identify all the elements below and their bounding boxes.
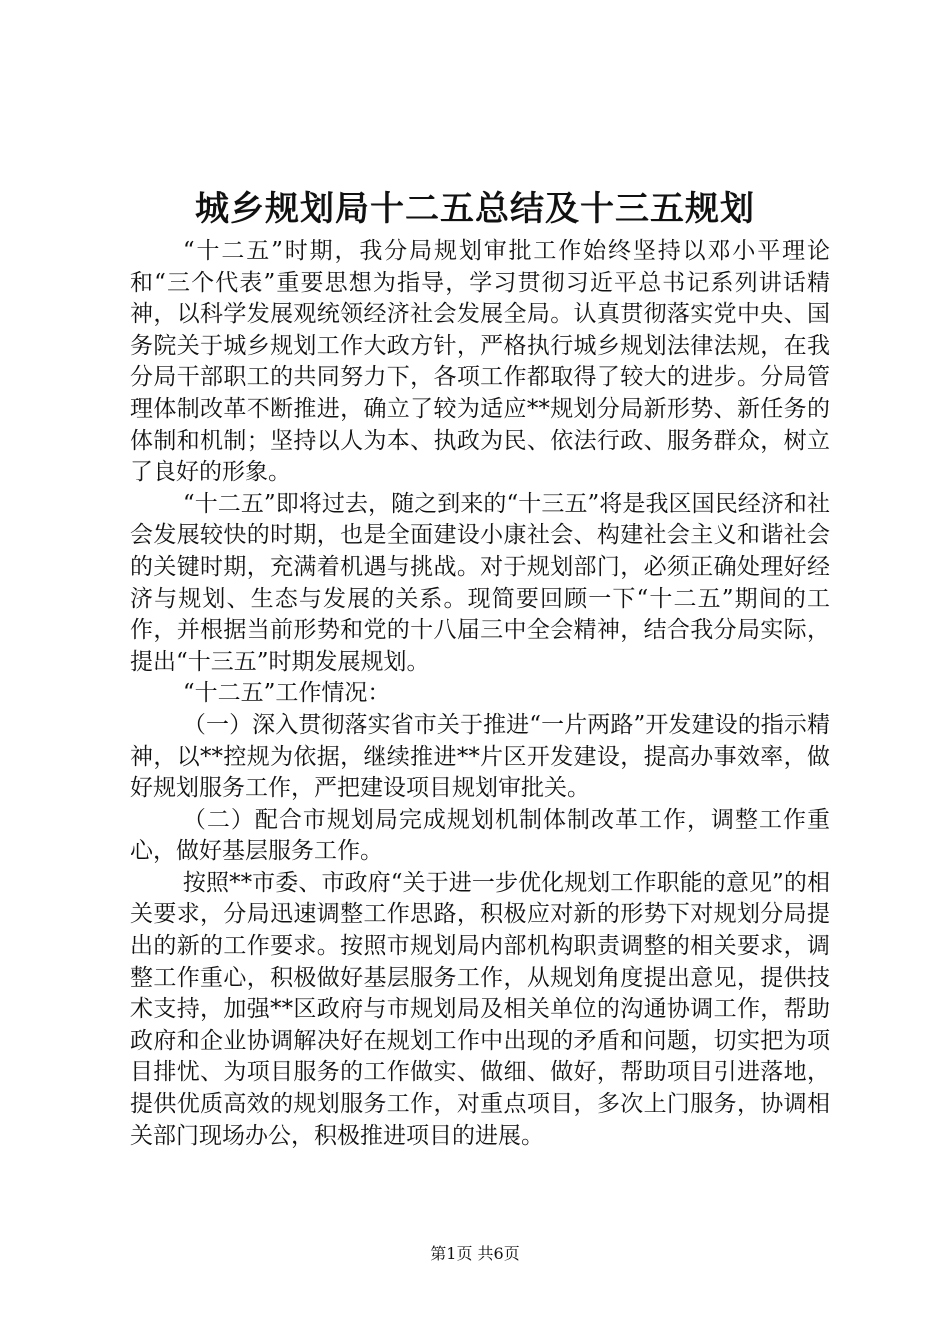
paragraph-intro: “十二五”时期，我分局规划审批工作始终坚持以邓小平理论和“三个代表”重要思想为指导，学习贯彻习近平总书记系列讲话精神，以科学发展观统领经济社会发展全局。认真贯彻落实党中央、国务院关于城乡规划工作大政方针，严格执行城乡规划法律法规，在我分局干部职工的共同努力下，各项工作都取得了较大的进步。分局管理体制改革不断推进，确立了较为适应**规划分局新形势、新任务的体制和机制；坚持以人为本、执政为民、依法行政、服务群众，树立了良好的形象。 <box>130 238 830 486</box>
paragraph-item-one: （一）深入贯彻落实省市关于推进“一片两路”开发建设的指示精神，以**控规为依据，继续推进**片区开发建设，提高办事效率，做好规划服务工作，严把建设项目规划审批关。 <box>130 711 830 802</box>
paragraph-details: 按照**市委、市政府“关于进一步优化规划工作职能的意见”的相关要求，分局迅速调整工作思路，积极应对新的形势下对规划分局提出的新的工作要求。按照市规划局内部机构职责调整的相关要求，调整工作重心，积极做好基层服务工作，从规划角度提出意见，提供技术支持，加强**区政府与市规划局及相关单位的沟通协调工作，帮助政府和企业协调解决好在规划工作中出现的矛盾和问题，切实把为项目排忧、为项目服务的工作做实、做细、做好，帮助项目引进落地，提供优质高效的规划服务工作，对重点项目，多次上门服务，协调相关部门现场办公，积极推进项目的进展。 <box>130 869 830 1149</box>
page-number-footer: 第1页 共6页 <box>430 1244 520 1263</box>
section-heading-work-status: “十二五”工作情况： <box>182 680 391 707</box>
document-title: 城乡规划局十二五总结及十三五规划 <box>195 189 755 229</box>
paragraph-outlook: “十二五”即将过去，随之到来的“十三五”将是我区国民经济和社会发展较快的时期，也是全面建设小康社会、构建社会主义和谐社会的关键时期，充满着机遇与挑战。对于规划部门，必须正确处理好经济与规划、生态与发展的关系。现简要回顾一下“十二五”期间的工作，并根据当前形势和党的十八届三中全会精神，结合我分局实际，提出“十三五”时期发展规划。 <box>130 490 830 675</box>
document-body <box>130 236 830 1152</box>
paragraph-item-two: （二）配合市规划局完成规划机制体制改革工作，调整工作重心，做好基层服务工作。 <box>130 806 830 865</box>
